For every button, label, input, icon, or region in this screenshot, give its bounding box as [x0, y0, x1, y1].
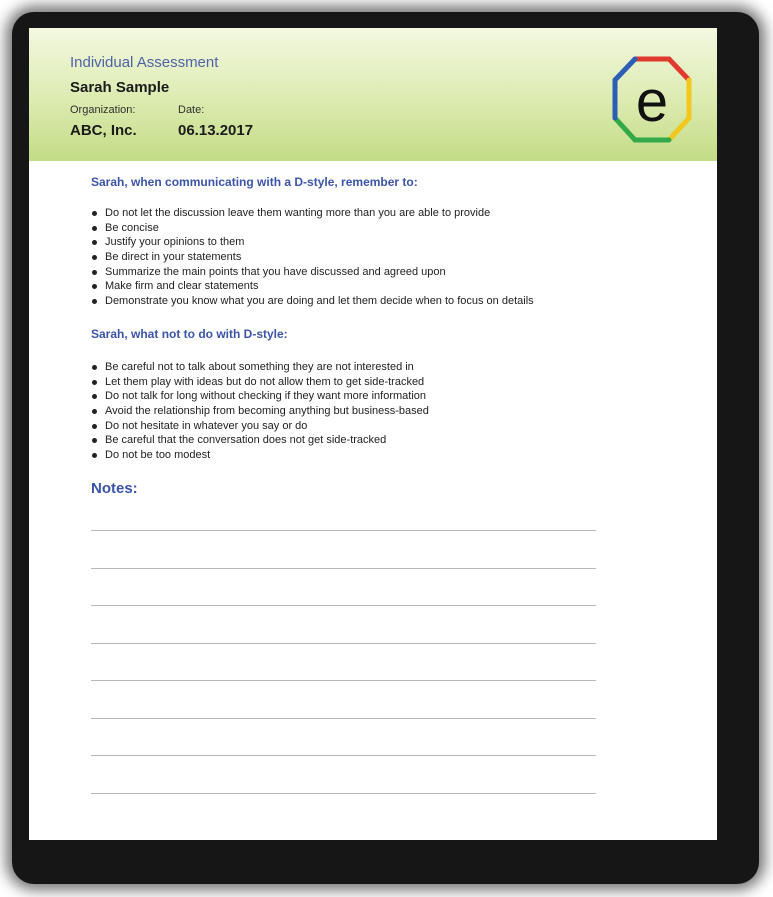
everything-disc-logo-icon: [609, 54, 695, 146]
organization-value: ABC, Inc.: [70, 122, 137, 139]
bullet-item: Summarize the main points that you have discussed and agreed upon: [91, 265, 691, 280]
bullet-item: Justify your opinions to them: [91, 235, 691, 250]
bullet-item: Do not let the discussion leave them wanting more than you are able to provide: [91, 206, 691, 221]
organization-label: Organization:: [70, 104, 136, 116]
notes-line[interactable]: [91, 755, 596, 756]
notes-line[interactable]: [91, 605, 596, 606]
logo-letter: e: [635, 69, 669, 134]
person-name: Sarah Sample: [70, 79, 170, 96]
avoid-list: [91, 360, 691, 463]
notes-title: Notes:: [91, 480, 138, 497]
bullet-item: Be direct in your statements: [91, 250, 691, 265]
avoid-heading: Sarah, what not to do with D-style:: [91, 327, 288, 341]
assessment-page: [29, 28, 717, 840]
notes-line[interactable]: [91, 718, 596, 719]
notes-line[interactable]: [91, 643, 596, 644]
header-band: [29, 28, 717, 161]
report-title: Individual Assessment: [70, 54, 219, 71]
bullet-item: Do not hesitate in whatever you say or do: [91, 419, 691, 434]
date-label: Date:: [178, 104, 205, 116]
bullet-item: Do not talk for long without checking if they want more information: [91, 389, 691, 404]
bullet-item: Demonstrate you know what you are doing and let them decide when to focus on details: [91, 294, 691, 309]
bullet-item: Be concise: [91, 221, 691, 236]
notes-line[interactable]: [91, 568, 596, 569]
bullet-item: Do not be too modest: [91, 448, 691, 463]
notes-line[interactable]: [91, 793, 596, 794]
bullet-item: Be careful not to talk about something they are not interested in: [91, 360, 691, 375]
bullet-item: Let them play with ideas but do not allow them to get side-tracked: [91, 375, 691, 390]
communicate-heading: Sarah, when communicating with a D-style, remember to:: [91, 175, 418, 189]
bullet-item: Make firm and clear statements: [91, 279, 691, 294]
date-value: 06.13.2017: [178, 122, 254, 139]
bullet-item: Be careful that the conversation does not get side-tracked: [91, 433, 691, 448]
communicate-list: [91, 206, 691, 309]
notes-line[interactable]: [91, 680, 596, 681]
notes-line[interactable]: [91, 530, 596, 531]
bullet-item: Avoid the relationship from becoming anything but business-based: [91, 404, 691, 419]
